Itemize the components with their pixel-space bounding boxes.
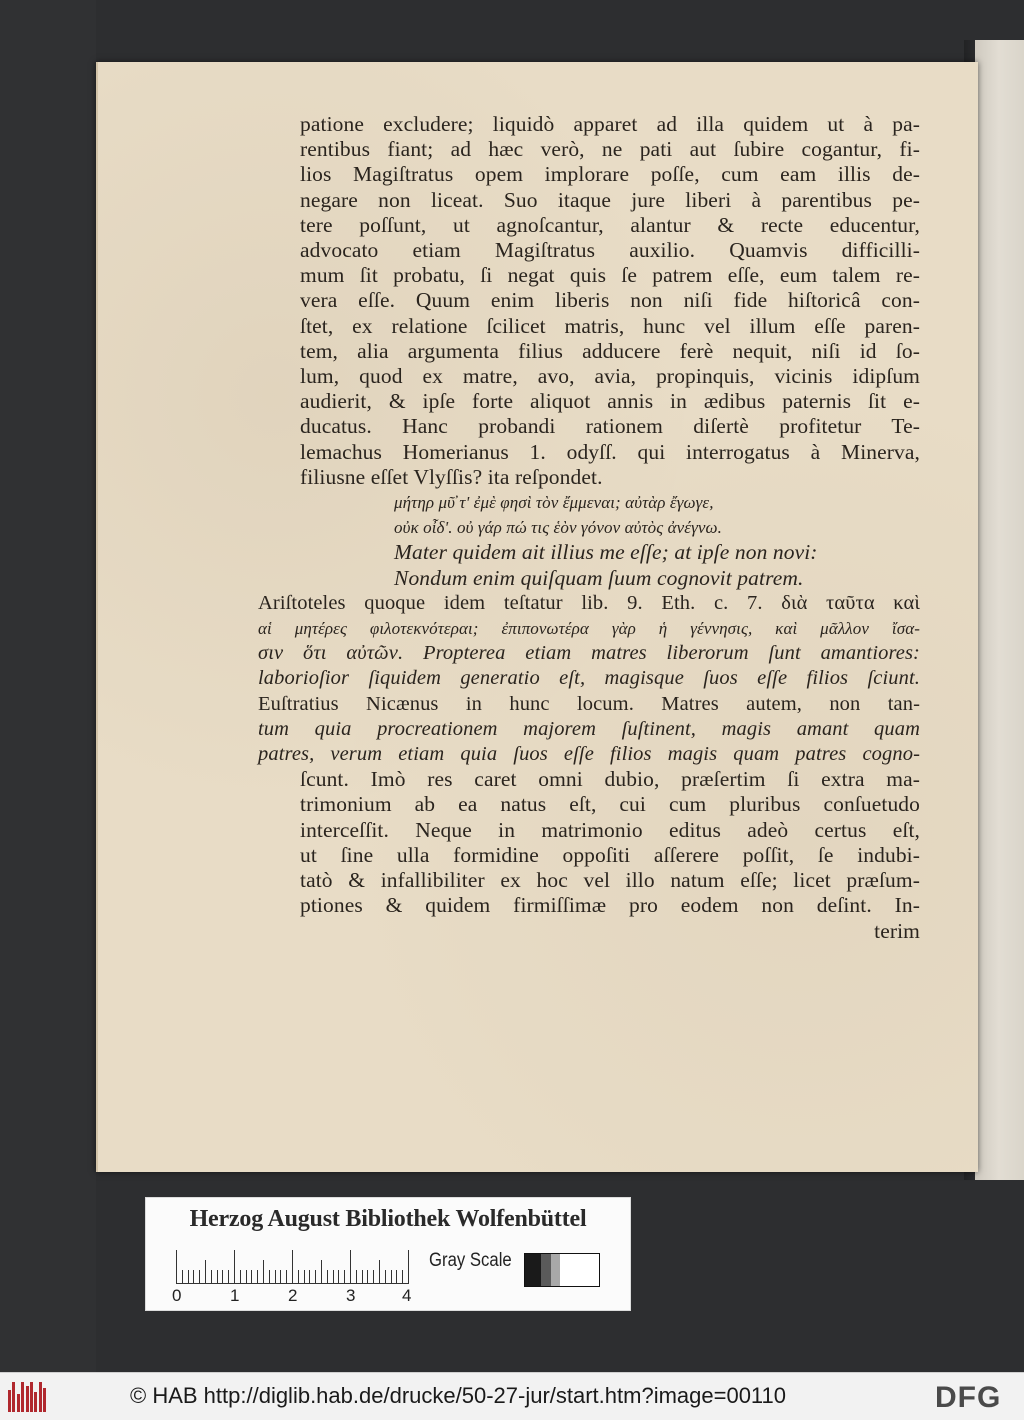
text-line: tatò & infallibiliter ex hoc vel illo natum eſſe; licet præſum-: [300, 868, 920, 893]
ruler-tick: [402, 1270, 403, 1284]
ruler-tick: [275, 1270, 276, 1284]
ruler-number: 1: [230, 1286, 240, 1305]
adjacent-pages-edge: [975, 40, 1024, 1180]
ruler: [176, 1248, 416, 1284]
library-name: Herzog August Bibliothek Wolfenbüttel: [189, 1206, 587, 1232]
text-line: mum ſit probatu, ſi negat quis ſe patrem eſſe, eum talem re-: [300, 263, 920, 288]
ruler-number: 3: [346, 1286, 356, 1305]
text-line: patione excludere; liquidò apparet ad illa quidem ut à pa-: [300, 112, 920, 136]
scanner-bed: [0, 0, 96, 1372]
color-scale-card: [145, 1197, 631, 1311]
ruler-tick: [350, 1250, 351, 1284]
ruler-tick: [333, 1270, 334, 1284]
ruler-tick: [222, 1270, 223, 1284]
ruler-number: 4: [402, 1286, 412, 1305]
latin-verse-line: Nondum enim quiſquam ſuum cognovit patrem.: [394, 565, 804, 590]
ruler-tick: [367, 1270, 368, 1284]
text-line: patres, verum etiam quia ſuos eſſe filios magis quam patres cogno-: [258, 743, 920, 766]
text-line: ut ſine ulla formidine oppoſiti aſſerere poſſit, ſe indubi-: [300, 842, 920, 867]
ruler-tick: [211, 1270, 212, 1284]
greek-verse-line: οὐκ οἶδ'. οὐ γάρ πώ τις ἑὸν γόνον αὐτὸς ἀνέγνω.: [394, 518, 722, 538]
gray-swatch: [541, 1254, 551, 1286]
text-line: rentibus fiant; ad hæc verò, ne pati aut ſubire cogantur, fi-: [300, 137, 920, 162]
text-line: vera eſſe. Quum enim liberis non niſi fide hiſtoricâ con-: [300, 288, 920, 313]
catchword: terim: [874, 918, 920, 943]
ruler-tick: [304, 1270, 305, 1284]
book-page: [96, 62, 978, 1172]
ruler-tick: [193, 1270, 194, 1284]
text-line: laborioſior ſiquidem generatio eſt, magisque ſuos eſſe filios ſciunt.: [258, 667, 920, 690]
ruler-tick: [286, 1270, 287, 1284]
dfg-logo[interactable]: DFG: [935, 1381, 1002, 1414]
text-line: audierit, & ipſe forte aliquot annis in ædibus paternis ſit e-: [300, 389, 920, 414]
ruler-tick: [263, 1260, 264, 1284]
ruler-tick: [240, 1270, 241, 1284]
text-line: lios Magiſtratus opem implorare poſſe, cum eam illis de-: [300, 162, 920, 187]
ruler-number: 2: [288, 1286, 298, 1305]
grayscale-label: Gray Scale: [429, 1250, 512, 1271]
hab-logo-icon: [8, 1382, 48, 1412]
ruler-tick: [379, 1260, 380, 1284]
ruler-tick: [257, 1270, 258, 1284]
text-line: tem, alia argumenta filius adducere ferè nequit, niſi id ſo-: [300, 338, 920, 363]
grayscale-swatches: [524, 1253, 600, 1287]
latin-verse-line: Mater quidem ait illius me eſſe; at ipſe non novi:: [394, 540, 818, 565]
greek-text-line: αἱ μητέρες φιλοτεκνότεραι; ἐπιπονωτέρα γὰρ ἡ γέννησις, καὶ μᾶλλον ἴσα-: [258, 619, 920, 639]
ruler-tick: [338, 1270, 339, 1284]
ruler-tick: [362, 1270, 363, 1284]
ruler-tick: [385, 1270, 386, 1284]
ruler-tick: [292, 1250, 293, 1284]
ruler-tick: [321, 1260, 322, 1284]
ruler-tick: [217, 1270, 218, 1284]
ruler-tick: [356, 1270, 357, 1284]
ruler-tick: [373, 1270, 374, 1284]
footer-bar: [0, 1372, 1024, 1420]
text-line: Euſtratius Nicænus in hunc locum. Matres autem, non tan-: [258, 692, 920, 715]
ruler-tick: [176, 1250, 177, 1284]
text-line: σιν ὅτι αὐτῶν. Propterea etiam matres liberorum ſunt amantiores:: [258, 642, 920, 665]
gray-swatch: [525, 1254, 541, 1286]
gray-swatch: [551, 1254, 561, 1286]
text-line: tum quia procreationem majorem ſuſtinent, magis amant quam: [258, 717, 920, 740]
ruler-tick: [280, 1270, 281, 1284]
ruler-tick: [298, 1270, 299, 1284]
text-line: lum, quod ex matre, avo, avia, propinquis, vicinis idipſum: [300, 364, 920, 389]
ruler-tick: [391, 1270, 392, 1284]
text-line: ſcunt. Imò res caret omni dubio, præſertim ſi extra ma-: [300, 767, 920, 792]
text-line: filiusne eſſet Vlyſſis? ita reſpondet.: [300, 464, 603, 489]
text-line: lemachus Homerianus 1. odyſſ. qui interrogatus à Minerva,: [300, 439, 920, 464]
ruler-tick: [234, 1250, 235, 1284]
ruler-tick: [182, 1270, 183, 1284]
ruler-tick: [309, 1270, 310, 1284]
text-line: ducatus. Hanc probandi rationem diſertè profitetur Te-: [300, 414, 920, 439]
text-line: advocato etiam Magiſtratus auxilio. Quamvis difficilli-: [300, 238, 920, 263]
page-text-block: [258, 112, 920, 944]
text-line: interceſſit. Neque in matrimonio editus adeò certus eſt,: [300, 817, 920, 842]
greek-verse-line: μήτηρ μῦ̓ τ' ἐμὲ φησὶ τὸν ἔμμεναι; αὐτὰρ ἔγωγε,: [394, 493, 714, 513]
copyright-link[interactable]: © HAB http://diglib.hab.de/drucke/50-27-jur/start.htm?image=00110: [130, 1383, 787, 1408]
ruler-tick: [199, 1270, 200, 1284]
ruler-tick: [408, 1250, 409, 1284]
ruler-tick: [228, 1270, 229, 1284]
text-line: ptiones & quidem firmiſſimæ pro eodem non deſint. In-: [300, 893, 920, 918]
ruler-tick: [269, 1270, 270, 1284]
text-line: Ariſtoteles quoque idem teſtatur lib. 9. Eth. c. 7. διὰ ταῦτα καὶ: [258, 591, 920, 614]
ruler-tick: [246, 1270, 247, 1284]
ruler-tick: [344, 1270, 345, 1284]
ruler-number: 0: [172, 1286, 182, 1305]
text-line: negare non liceat. Suo itaque jure liberi à parentibus pe-: [300, 187, 920, 212]
ruler-tick: [188, 1270, 189, 1284]
ruler-tick: [396, 1270, 397, 1284]
text-line: tere poſſunt, ut agnoſcantur, alantur & recte educentur,: [300, 212, 920, 237]
ruler-tick: [251, 1270, 252, 1284]
ruler-tick: [327, 1270, 328, 1284]
text-line: ſtet, ex relatione ſcilicet matris, hunc vel illum eſſe paren-: [300, 313, 920, 338]
ruler-tick: [205, 1260, 206, 1284]
text-line: trimonium ab ea natus eſt, cui cum pluribus conſuetudo: [300, 792, 920, 817]
gray-swatch: [560, 1254, 598, 1286]
ruler-tick: [315, 1270, 316, 1284]
